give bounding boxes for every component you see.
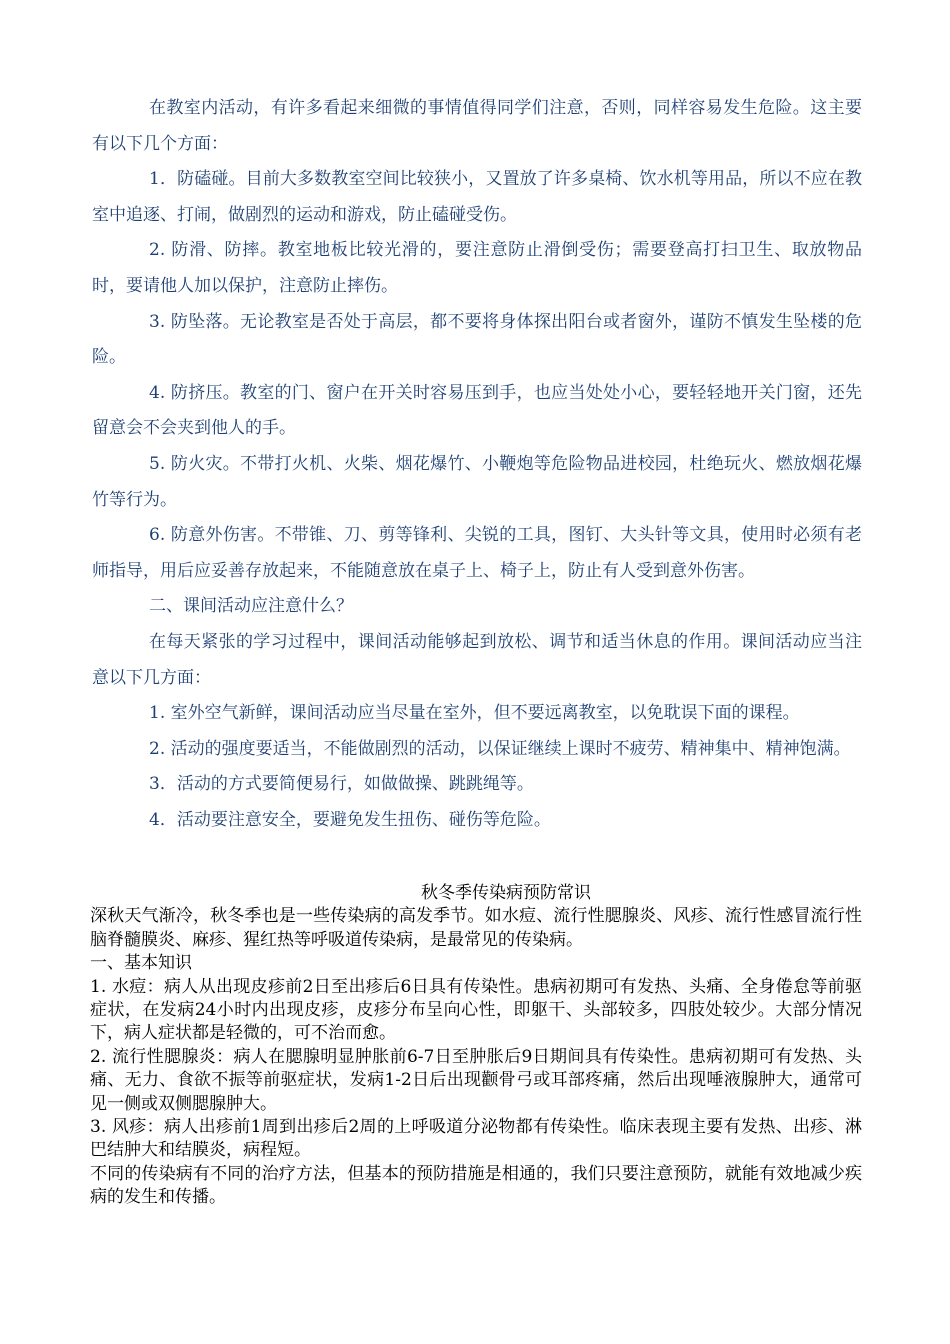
paragraph-chickenpox: 1. 水痘：病人从出现皮疹前2日至出疹后6日具有传染性。患病初期可有发热、头痛、全身倦怠等前驱症状，在发病24小时内出现皮疹，皮疹分布呈向心性，即躯干、头部较多，四肢处较少。大部分情况下，病人症状都是轻微的，可不治而愈。	[90, 976, 862, 1044]
paragraph-break-intensity: 2. 活动的强度要适当，不能做剧烈的活动，以保证继续上课时不疲劳、精神集中、精神饱满。	[149, 738, 851, 759]
paragraph-anti-injury: 6. 防意外伤害。不带锥、刀、剪等锋利、尖锐的工具，图钉、大头针等文具，使用时必须有老师指导，用后应妥善存放起来，不能随意放在桌子上、椅子上，防止有人受到意外伤害。	[92, 525, 862, 581]
paragraph-conclusion: 不同的传染病有不同的治疗方法，但基本的预防措施是相通的，我们只要注意预防，就能有效地减少疾病的发生和传播。	[90, 1163, 862, 1208]
paragraph-anti-slip: 2. 防滑、防摔。教室地板比较光滑的，要注意防止滑倒受伤；需要登高打扫卫生、取放物品时，要请他人加以保护，注意防止摔伤。	[92, 240, 862, 296]
paragraph-disease-intro: 深秋天气渐冷，秋冬季也是一些传染病的高发季节。如水痘、流行性腮腺炎、风疹、流行性感冒流行性脑脊髓膜炎、麻疹、猩红热等呼吸道传染病，是最常见的传染病。	[90, 906, 862, 950]
paragraph-intro: 在教室内活动，有许多看起来细微的事情值得同学们注意，否则，同样容易发生危险。这主要有以下几个方面：	[92, 98, 862, 154]
paragraph-anti-bump: 1．防磕碰。目前大多数教室空间比较狭小，又置放了许多桌椅、饮水机等用品，所以不应在教室中追逐、打闹，做剧烈的运动和游戏，防止磕碰受伤。	[92, 169, 862, 225]
paragraph-anti-fire: 5. 防火灾。不带打火机、火柴、烟花爆竹、小鞭炮等危险物品进校园，杜绝玩火、燃放烟花爆竹等行为。	[92, 453, 862, 510]
heading-break-activity: 二、课间活动应注意什么？	[149, 596, 353, 617]
classroom-safety-section	[92, 91, 862, 838]
paragraph-break-intro: 在每天紧张的学习过程中，课间活动能够起到放松、调节和适当休息的作用。课间活动应当注意以下几方面：	[92, 631, 862, 688]
paragraph-anti-squeeze: 4. 防挤压。教室的门、窗户在开关时容易压到手，也应当处处小心，要轻轻地开关门窗，还先留意会不会夹到他人的手。	[92, 382, 862, 439]
disease-prevention-section	[90, 882, 862, 1210]
paragraph-anti-fall: 3. 防坠落。无论教室是否处于高层，都不要将身体探出阳台或者窗外，谨防不慎发生坠楼的危险。	[92, 311, 862, 368]
paragraph-break-outdoor: 1. 室外空气新鲜，课间活动应当尽量在室外，但不要远离教室，以免耽误下面的课程。	[149, 703, 800, 724]
paragraph-break-safety: 4．活动要注意安全，要避免发生扭伤、碰伤等危险。	[149, 809, 551, 830]
paragraph-rubella: 3. 风疹：病人出疹前1周到出疹后2周的上呼吸道分泌物都有传染性。临床表现主要有发热、出疹、淋巴结肿大和结膜炎，病程短。	[90, 1117, 862, 1161]
paragraph-mumps: 2. 流行性腮腺炎：病人在腮腺明显肿胀前6-7日至肿胀后9日期间具有传染性。患病初期可有发热、头痛、无力、食欲不振等前驱症状，发病1-2日后出现颧骨弓或耳部疼痛，然后出现唾液腺肿大，通常可见一侧或双侧腮腺肿大。	[90, 1046, 862, 1114]
paragraph-break-simple: 3．活动的方式要简便易行，如做做操、跳跳绳等。	[149, 774, 534, 795]
section-title: 秋冬季传染病预防常识	[421, 883, 591, 903]
heading-basic-knowledge: 一、基本知识	[90, 953, 192, 974]
